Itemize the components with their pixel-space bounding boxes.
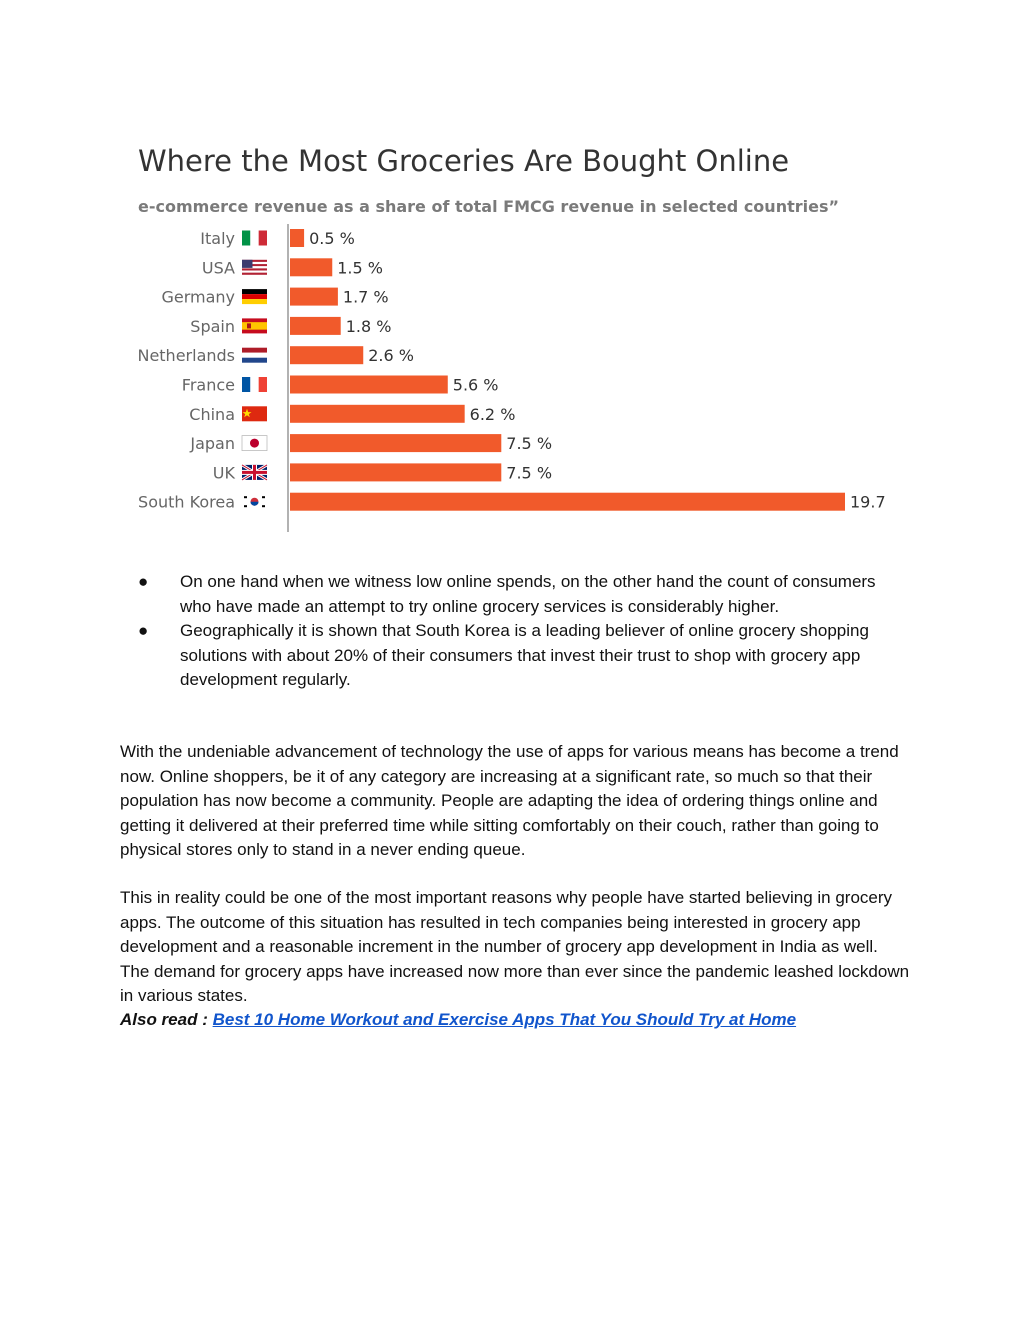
italy-flag-icon	[242, 231, 267, 246]
china-flag-icon	[242, 406, 267, 421]
value-label: 1.7 %	[342, 287, 389, 307]
chart-title: Where the Most Groceries Are Bought Online	[138, 144, 790, 178]
value-label: 7.5 %	[506, 434, 553, 454]
bar	[290, 317, 341, 335]
category-label: South Korea	[138, 492, 235, 512]
netherlands-flag-icon	[242, 348, 267, 363]
bullet-list	[120, 570, 910, 693]
value-label: 5.6 %	[452, 375, 499, 395]
bar	[290, 463, 501, 481]
japan-flag-icon	[242, 436, 267, 451]
paragraph: With the undeniable advancement of technology the use of apps for various means has become a trend now. Online shoppers, be it of any category are increasing at a significant rate, so much so that their population has now become a community. People are adapting the idea of ordering things online and getting it delivered at their preferred time while sitting comfortably on their couch, rather than going to physical stores only to stand in a never ending queue.	[120, 742, 899, 859]
bullet-item	[120, 619, 910, 693]
chart-subtitle: e-commerce revenue as a share of total FMCG revenue in selected countries”	[138, 197, 839, 216]
germany-flag-icon	[242, 289, 267, 304]
bullet-icon: ●	[138, 621, 149, 640]
category-label: USA	[201, 258, 235, 278]
chart-plot	[126, 140, 906, 540]
bar	[290, 434, 501, 452]
value-label: 1.5 %	[337, 258, 383, 278]
value-label: 7.5 %	[506, 463, 553, 483]
category-label: Germany	[161, 287, 235, 307]
bar-chart	[126, 140, 906, 540]
category-label: Netherlands	[137, 346, 235, 366]
usa-flag-icon	[242, 260, 267, 275]
bar	[290, 346, 363, 364]
also-read-link[interactable]: Best 10 Home Workout and Exercise Apps That You Should Try at Home	[212, 1010, 797, 1029]
value-label: 6.2 %	[469, 404, 516, 424]
spain-flag-icon	[242, 318, 267, 333]
bar	[290, 376, 448, 394]
also-read-label: Also read :	[120, 1010, 213, 1029]
france-flag-icon	[242, 377, 267, 392]
value-label: 19.7	[850, 492, 886, 512]
category-label: UK	[212, 463, 235, 483]
bullet-item	[120, 570, 910, 619]
south-korea-flag-icon	[242, 494, 267, 509]
value-label: 2.6 %	[368, 346, 414, 366]
uk-flag-icon	[242, 465, 267, 480]
bar	[290, 258, 332, 276]
category-label: Italy	[200, 229, 235, 248]
bullet-icon: ●	[138, 572, 149, 591]
also-read	[120, 1008, 910, 1033]
category-label: France	[181, 375, 235, 395]
category-label: China	[189, 404, 235, 424]
bar	[290, 229, 304, 247]
bullet-text: Geographically it is shown that South Korea is a leading believer of online grocery shopping solutions with about 20% of their consumers that invest their trust to shop with grocery app development regularly.	[180, 621, 869, 689]
bullet-text: On one hand when we witness low online spends, on the other hand the count of consumers who have made an attempt to try online grocery services is considerably higher.	[180, 572, 876, 616]
value-label: 0.5 %	[309, 229, 355, 248]
bar	[290, 288, 338, 306]
value-label: 1.8 %	[345, 316, 392, 336]
category-label: Japan	[190, 434, 235, 454]
paragraph: This in reality could be one of the most important reasons why people have started believing in grocery apps. The outcome of this situation has resulted in tech companies being interested in grocery app development and a reasonable increment in the number of grocery app development in India as well. The demand for grocery apps have increased now more than ever since the pandemic leashed lockdown in various states.	[120, 888, 910, 1005]
bar	[290, 405, 465, 423]
bar	[290, 493, 845, 511]
category-label: Spain	[190, 316, 235, 336]
